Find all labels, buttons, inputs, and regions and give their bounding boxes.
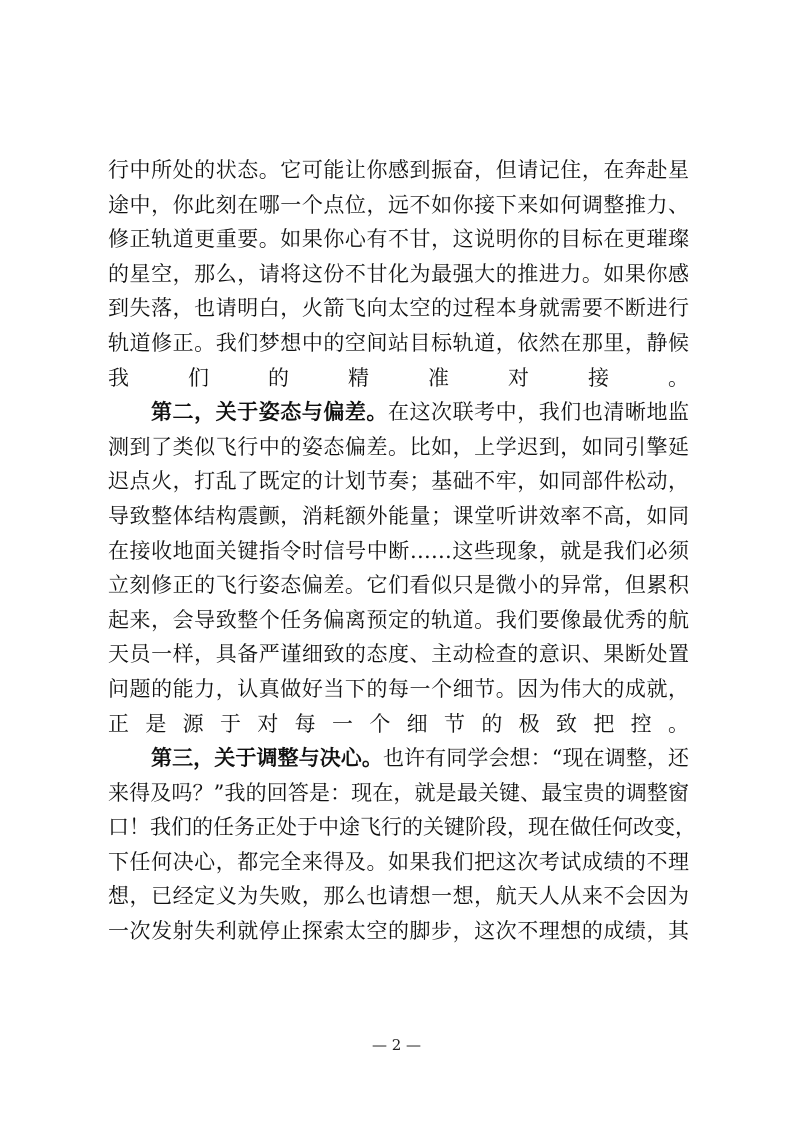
paragraph	[108, 395, 689, 741]
page-number: — 2 —	[371, 1036, 422, 1054]
text-line	[108, 637, 689, 672]
line-text: 来得及吗？”我的回答是：现在，就是最关键、最宝贵的调整窗	[108, 780, 689, 805]
text-line	[108, 153, 689, 188]
line-text: 在这次联考中，我们也清晰地监	[387, 400, 690, 425]
line-text: 测到了类似飞行中的姿态偏差。比如，上学迟到，如同引擎延	[108, 434, 689, 459]
text-line	[108, 672, 689, 707]
paragraph	[108, 741, 696, 949]
line-text: 轨道修正。我们梦想中的空间站目标轨道，依然在那里，静候	[108, 330, 689, 355]
text-line	[108, 879, 689, 914]
text-line	[108, 395, 689, 430]
text-line	[108, 568, 689, 603]
line-text: 我们的精准对接。	[108, 365, 689, 390]
text-line	[108, 499, 689, 534]
text-line	[108, 914, 689, 949]
line-text: 起来，会导致整个任务偏离预定的轨道。我们要像最优秀的航	[108, 607, 689, 632]
line-text: 天员一样，具备严谨细致的态度、主动检查的意识、果断处置	[108, 642, 689, 667]
text-line	[108, 776, 689, 811]
line-text: 一次发射失利就停止探索太空的脚步，这次不理想的成绩，其	[108, 919, 689, 944]
line-text: 行中所处的状态。它可能让你感到振奋，但请记住，在奔赴星	[108, 158, 689, 182]
line-text: 的星空，那么，请将这份不甘化为最强大的推进力。如果你感	[108, 261, 689, 286]
section-heading: 第二，关于姿态与偏差。	[151, 399, 388, 425]
text-line	[108, 534, 689, 569]
line-text: 也许有同学会想：“现在调整，还	[383, 746, 689, 771]
text-line	[108, 464, 689, 499]
text-line	[108, 222, 689, 257]
line-text: 正是源于对每一个细节的极致把控。	[108, 711, 689, 736]
text-line	[108, 361, 689, 396]
text-line	[108, 257, 689, 292]
text-line	[108, 707, 689, 742]
text-line	[108, 810, 696, 845]
line-text: 立刻修正的飞行姿态偏差。它们看似只是微小的异常，但累积	[108, 573, 689, 598]
text-line	[108, 188, 689, 223]
line-text: 口！我们的任务正处于中途飞行的关键阶段，现在做任何改变，	[108, 815, 696, 840]
line-text: 下任何决心，都完全来得及。如果我们把这次考试成绩的不理	[108, 849, 689, 874]
section-heading: 第三，关于调整与决心。	[151, 745, 383, 771]
line-text: 途中，你此刻在哪一个点位，远不如你接下来如何调整推力、	[108, 192, 689, 217]
paragraph	[108, 153, 689, 395]
line-text: 想，已经定义为失败，那么也请想一想，航天人从来不会因为	[108, 884, 689, 909]
line-text: 在接收地面关键指令时信号中断……这些现象，就是我们必须	[108, 538, 689, 563]
text-line	[108, 845, 689, 880]
line-text: 导致整体结构震颤，消耗额外能量；课堂听讲效率不高，如同	[108, 503, 689, 528]
document-body	[108, 153, 696, 949]
line-text: 修正轨道更重要。如果你心有不甘，这说明你的目标在更璀璨	[108, 227, 689, 252]
text-line	[108, 603, 689, 638]
line-text: 迟点火，打乱了既定的计划节奏；基础不牢，如同部件松动，	[108, 469, 689, 494]
text-line	[108, 291, 689, 326]
text-line	[108, 326, 689, 361]
line-text: 到失落，也请明白，火箭飞向太空的过程本身就需要不断进行	[108, 296, 689, 321]
text-line	[108, 741, 689, 776]
line-text: 问题的能力，认真做好当下的每一个细节。因为伟大的成就，	[108, 676, 689, 701]
text-line	[108, 430, 689, 465]
